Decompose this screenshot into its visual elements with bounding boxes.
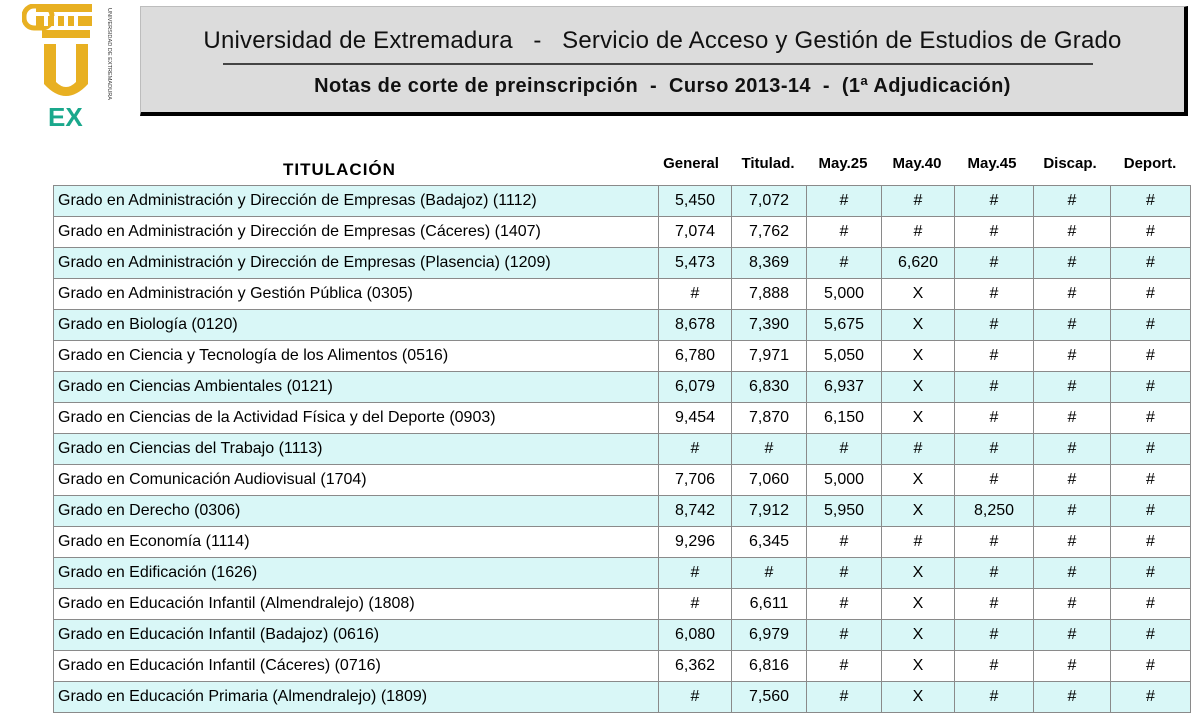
cutoff-cell: # — [882, 217, 955, 248]
cutoff-cell: # — [1034, 186, 1111, 217]
col-header-deport: Deport. — [1123, 155, 1177, 172]
cutoff-cell: # — [1034, 496, 1111, 527]
cutoff-cell: # — [732, 558, 807, 589]
cutoff-cell: # — [1111, 651, 1191, 682]
cutoff-cell: X — [882, 558, 955, 589]
cutoff-cell: 7,560 — [732, 682, 807, 713]
cutoff-cell: # — [1034, 217, 1111, 248]
table-row — [54, 620, 1191, 651]
cutoff-cell: 5,000 — [807, 279, 882, 310]
cutoff-cell: # — [1034, 434, 1111, 465]
cutoff-cell: 6,830 — [732, 372, 807, 403]
col-header-discap: Discap. — [1043, 155, 1097, 172]
cutoff-cell: 7,888 — [732, 279, 807, 310]
cutoff-cell: # — [659, 279, 732, 310]
cutoff-cell: 7,390 — [732, 310, 807, 341]
cutoff-cell: X — [882, 682, 955, 713]
letter-u-shape — [44, 44, 88, 96]
table-row — [54, 186, 1191, 217]
header-title: Universidad de Extremadura - Servicio de Acceso y Gestión de Estudios de Grado — [203, 27, 1122, 54]
cutoff-cell: X — [882, 620, 955, 651]
cutoff-cell: # — [1111, 403, 1191, 434]
table-row — [54, 496, 1191, 527]
cutoff-cell: # — [807, 589, 882, 620]
cutoff-cell: # — [1034, 465, 1111, 496]
cutoff-cell: # — [955, 589, 1034, 620]
cutoff-cell: # — [1034, 248, 1111, 279]
cutoff-cell: # — [1034, 341, 1111, 372]
titulacion-name: Grado en Biología (0120) — [54, 310, 659, 341]
cutoff-cell: # — [732, 434, 807, 465]
cutoff-cell: # — [955, 434, 1034, 465]
cutoff-cell: # — [659, 589, 732, 620]
table-row — [54, 651, 1191, 682]
cutoff-cell: # — [1111, 527, 1191, 558]
cutoff-cell: # — [1111, 496, 1191, 527]
table-row — [54, 372, 1191, 403]
cutoff-cell: # — [955, 682, 1034, 713]
cutoff-cell: 5,473 — [659, 248, 732, 279]
cutoff-cell: 8,742 — [659, 496, 732, 527]
table-row — [54, 527, 1191, 558]
column-capital-icon — [24, 4, 92, 38]
cutoff-cell: # — [1034, 403, 1111, 434]
cutoff-cell: # — [1034, 682, 1111, 713]
cutoff-cell: # — [955, 527, 1034, 558]
table-row — [54, 403, 1191, 434]
cutoff-cell: # — [659, 558, 732, 589]
cutoff-cell: X — [882, 589, 955, 620]
cutoff-cell: # — [1111, 217, 1191, 248]
cutoff-cell: 8,250 — [955, 496, 1034, 527]
cutoff-cell: # — [955, 341, 1034, 372]
titulacion-name: Grado en Economía (1114) — [54, 527, 659, 558]
logo-ex-text: EX — [48, 102, 83, 128]
cutoff-cell: 7,762 — [732, 217, 807, 248]
cutoff-cell: 6,080 — [659, 620, 732, 651]
header-banner — [140, 6, 1188, 116]
table-row — [54, 248, 1191, 279]
cutoff-cell: 6,345 — [732, 527, 807, 558]
titulacion-name: Grado en Administración y Dirección de Empresas (Cáceres) (1407) — [54, 217, 659, 248]
cutoff-cell: # — [1111, 434, 1191, 465]
titulacion-header: TITULACIÓN — [283, 160, 396, 179]
cutoff-cell: 6,611 — [732, 589, 807, 620]
cutoff-cell: 9,454 — [659, 403, 732, 434]
cutoff-cell: # — [1034, 310, 1111, 341]
titulacion-name: Grado en Administración y Dirección de Empresas (Badajoz) (1112) — [54, 186, 659, 217]
table-row — [54, 434, 1191, 465]
cutoff-cell: 7,074 — [659, 217, 732, 248]
cutoff-cell: # — [955, 248, 1034, 279]
cutoff-cell: 5,450 — [659, 186, 732, 217]
table-row — [54, 341, 1191, 372]
cutoff-cell: 7,072 — [732, 186, 807, 217]
cutoff-cell: # — [1034, 620, 1111, 651]
cutoff-cell: # — [807, 217, 882, 248]
cutoff-cell: 5,000 — [807, 465, 882, 496]
titulacion-name: Grado en Educación Infantil (Almendralejo) (1808) — [54, 589, 659, 620]
table-row — [54, 589, 1191, 620]
col-header-may40: May.40 — [892, 155, 942, 172]
cutoff-cell: # — [1034, 651, 1111, 682]
cutoff-cell: # — [659, 434, 732, 465]
cutoff-cell: X — [882, 403, 955, 434]
titulacion-name: Grado en Ciencias del Trabajo (1113) — [54, 434, 659, 465]
col-header-may25: May.25 — [818, 155, 868, 172]
titulacion-name: Grado en Edificación (1626) — [54, 558, 659, 589]
cutoff-cell: # — [882, 434, 955, 465]
cutoff-cell: 6,150 — [807, 403, 882, 434]
cutoff-cell: X — [882, 279, 955, 310]
cutoff-cell: # — [659, 682, 732, 713]
header-subtitle: Notas de corte de preinscripción - Curso 2013-14 - (1ª Adjudicación) — [314, 75, 1011, 97]
cutoff-cell: # — [807, 434, 882, 465]
cutoff-cell: 7,706 — [659, 465, 732, 496]
cutoff-cell: # — [955, 465, 1034, 496]
header-divider — [223, 63, 1093, 65]
titulacion-name: Grado en Comunicación Audiovisual (1704) — [54, 465, 659, 496]
cutoff-cell: X — [882, 465, 955, 496]
cutoff-cell: # — [1111, 279, 1191, 310]
logo-side-text: UNIVERSIDAD DE EXTREMADURA — [106, 8, 112, 100]
titulacion-name: Grado en Administración y Gestión Pública (0305) — [54, 279, 659, 310]
cutoff-cell: # — [1111, 310, 1191, 341]
cutoff-cell: 6,620 — [882, 248, 955, 279]
cutoff-cell: 5,675 — [807, 310, 882, 341]
cutoff-cell: 6,079 — [659, 372, 732, 403]
cutoff-cell: # — [1111, 186, 1191, 217]
cutoff-cell: X — [882, 341, 955, 372]
cutoff-cell: # — [955, 279, 1034, 310]
titulacion-name: Grado en Ciencias Ambientales (0121) — [54, 372, 659, 403]
cutoff-cell: # — [1111, 620, 1191, 651]
cutoff-cell: # — [807, 682, 882, 713]
cutoff-cell: # — [955, 620, 1034, 651]
cutoff-cell: # — [807, 651, 882, 682]
cutoff-cell: X — [882, 310, 955, 341]
cutoff-cell: 7,060 — [732, 465, 807, 496]
cutoff-cell: 9,296 — [659, 527, 732, 558]
cutoff-cell: X — [882, 651, 955, 682]
table-row — [54, 558, 1191, 589]
cutoff-cell: # — [955, 372, 1034, 403]
cutoff-cell: # — [1034, 558, 1111, 589]
cutoff-cell: # — [882, 186, 955, 217]
cutoff-cell: 6,979 — [732, 620, 807, 651]
cutoff-cell: # — [807, 186, 882, 217]
cutoff-cell: # — [1111, 465, 1191, 496]
table-row — [54, 279, 1191, 310]
cutoff-cell: # — [955, 186, 1034, 217]
cutoff-cell: 5,950 — [807, 496, 882, 527]
titulacion-name: Grado en Educación Infantil (Badajoz) (0616) — [54, 620, 659, 651]
cutoff-cell: 7,912 — [732, 496, 807, 527]
cutoff-cell: # — [955, 403, 1034, 434]
cutoff-cell: # — [1111, 682, 1191, 713]
cutoff-cell: 7,870 — [732, 403, 807, 434]
cutoff-cell: 8,678 — [659, 310, 732, 341]
cutoff-cell: # — [1034, 372, 1111, 403]
cutoff-cell: X — [882, 496, 955, 527]
cutoff-cell: 6,362 — [659, 651, 732, 682]
cutoff-cell: # — [955, 558, 1034, 589]
cutoff-cell: X — [882, 372, 955, 403]
cutoff-table — [53, 185, 1191, 713]
titulacion-name: Grado en Ciencias de la Actividad Física y del Deporte (0903) — [54, 403, 659, 434]
cutoff-cell: # — [1111, 248, 1191, 279]
table-row — [54, 682, 1191, 713]
titulacion-name: Grado en Educación Primaria (Almendralejo) (1809) — [54, 682, 659, 713]
cutoff-cell: # — [1034, 527, 1111, 558]
cutoff-cell: # — [1034, 279, 1111, 310]
titulacion-name: Grado en Administración y Dirección de Empresas (Plasencia) (1209) — [54, 248, 659, 279]
titulacion-name: Grado en Derecho (0306) — [54, 496, 659, 527]
cutoff-cell: # — [1111, 558, 1191, 589]
cutoff-cell: 7,971 — [732, 341, 807, 372]
table-row — [54, 217, 1191, 248]
col-header-may45: May.45 — [967, 155, 1017, 172]
cutoff-cell: 8,369 — [732, 248, 807, 279]
cutoff-cell: # — [807, 620, 882, 651]
table-row — [54, 310, 1191, 341]
titulacion-name: Grado en Educación Infantil (Cáceres) (0716) — [54, 651, 659, 682]
cutoff-cell: 6,937 — [807, 372, 882, 403]
cutoff-cell: 6,780 — [659, 341, 732, 372]
titulacion-name: Grado en Ciencia y Tecnología de los Alimentos (0516) — [54, 341, 659, 372]
cutoff-cell: # — [807, 248, 882, 279]
cutoff-cell: # — [955, 310, 1034, 341]
table-row — [54, 465, 1191, 496]
cutoff-cell: # — [1111, 372, 1191, 403]
col-header-general: General — [663, 155, 719, 172]
col-header-titulad: Titulad. — [741, 155, 795, 172]
cutoff-cell: # — [1111, 589, 1191, 620]
cutoff-cell: # — [1111, 341, 1191, 372]
cutoff-cell: # — [882, 527, 955, 558]
cutoff-cell: # — [955, 651, 1034, 682]
cutoff-cell: # — [807, 558, 882, 589]
cutoff-cell: # — [955, 217, 1034, 248]
cutoff-cell: 6,816 — [732, 651, 807, 682]
uex-logo — [22, 4, 114, 128]
cutoff-cell: 5,050 — [807, 341, 882, 372]
cutoff-cell: # — [807, 527, 882, 558]
cutoff-cell: # — [1034, 589, 1111, 620]
